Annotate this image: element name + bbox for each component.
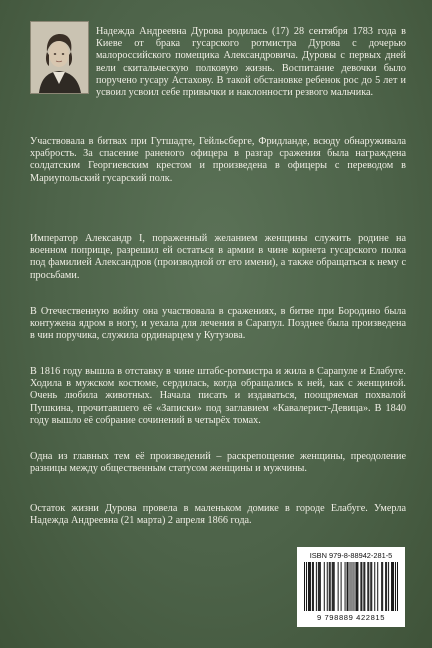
isbn-label: ISBN 979-8-88942-281-5 [309,551,393,560]
barcode-bar [341,562,342,611]
barcode-bar [333,562,334,611]
barcode-icon [304,562,398,611]
barcode-bar [304,562,305,611]
barcode-bar [324,562,325,611]
author-portrait [30,21,89,94]
barcode-bar [374,562,375,611]
barcode-bar [393,562,394,611]
barcode-bar [345,562,346,611]
barcode-digits: 9 798889 422815 [316,613,386,622]
isbn-barcode-box [297,547,405,627]
barcode-bar [316,562,317,611]
bio-paragraph-birth: Надежда Андреевна Дурова родилась (17) 28 сентября 1783 года в Киеве от брака гусарского ротмистра Дурова с дочерью малороссийского помещика Александровича. Дуровы с первых дней вели скитальческую полковую жизнь. Воспитание девочки было поручено гусару Астахову. В такой обстановке ребенок рос до 5 лет и усвоил усвоил себе привычки и наклонности резвого мальчика. [96,26,406,99]
barcode-bar [388,562,389,611]
barcode-bar [306,562,307,611]
bio-paragraph-death: Остаток жизни Дурова провела в маленьком домике в городе Елабуге. Умерла Надежда Андреевна (21 марта) 2 апреля 1866 года. [30,503,406,527]
barcode-bar [367,562,368,611]
barcode-bar [334,562,335,611]
barcode-bar [381,562,382,611]
barcode-bar [397,562,398,611]
barcode-bar [353,562,354,611]
barcode-bar [309,562,310,611]
barcode-bar [347,562,348,611]
barcode-bar [364,562,365,611]
barcode-bar [392,562,393,611]
barcode-bar [310,562,311,611]
barcode-bar [386,562,387,611]
barcode-bar [330,562,331,611]
barcode-bar [357,562,358,611]
barcode-bar [363,562,364,611]
barcode-bar [368,562,369,611]
barcode-bar [308,562,309,611]
barcode-bar [355,562,356,611]
barcode-bar [385,562,386,611]
barcode-bar [338,562,339,611]
barcode-bar [351,562,352,611]
barcode-bar [348,562,349,611]
barcode-bar [361,562,362,611]
bio-paragraph-battles: Участвовала в битвах при Гутшадте, Гейльсберге, Фридланде, всюду обнаруживала храбрость. За спасение раненого офицера в разгар сражения была награждена солдатским Георгиевским крестом и произведена в офицеры с переводом в Мариупольский гусарский полк. [30,136,406,184]
barcode-bar [313,562,314,611]
barcode-bar [318,562,319,611]
bio-paragraph-retirement: В 1816 году вышла в отставку в чине штабс-ротмистра и жила в Сарапуле и Елабуге. Ходила в мужском костюме, сердилась, когда обращались к ней, как с женщиной. Очень любила животных. Начала писать и издаваться, поощряемая похвалой Пушкина, прочитавшего её «Записки» под заглавием «Кавалерист-Девица». В 1840 году вышло её собрание сочинений в четырёх томах. [30,366,406,426]
bio-paragraph-patriotic-war: В Отечественную войну она участвовала в сражениях, в битве при Бородино была контужена ядром в ногу, и уехала для лечения в Сарапул. Позднее была произведена в чин поручика, служила ординарцем у Кутузова. [30,306,406,342]
barcode-bar [329,562,330,611]
bio-paragraph-emperor: Император Александр I, пораженный желанием женщины служить родине на военном поприще, разрешил ей остаться в армии в чине корнета гусарского полка под фамилией Александров (производной от его имени), а также обращаться к нему с просьбами. [30,233,406,281]
barcode-bar [312,562,313,611]
barcode-bar [377,562,378,611]
barcode-bar [320,562,321,611]
bio-paragraph-themes: Одна из главных тем её произведений – раскрепощение женщины, преодоление разницы между общественным статусом женщины и мужчины. [30,451,406,475]
barcode-bar [391,562,392,611]
barcode-bar [360,562,361,611]
barcode-bar [370,562,371,611]
barcode-bar [356,562,357,611]
barcode-bar [319,562,320,611]
barcode-bar [327,562,328,611]
barcode-bar [332,562,333,611]
barcode-bar [371,562,372,611]
barcode-bar [350,562,351,611]
barcode-bar [395,562,396,611]
barcode-bar [382,562,383,611]
